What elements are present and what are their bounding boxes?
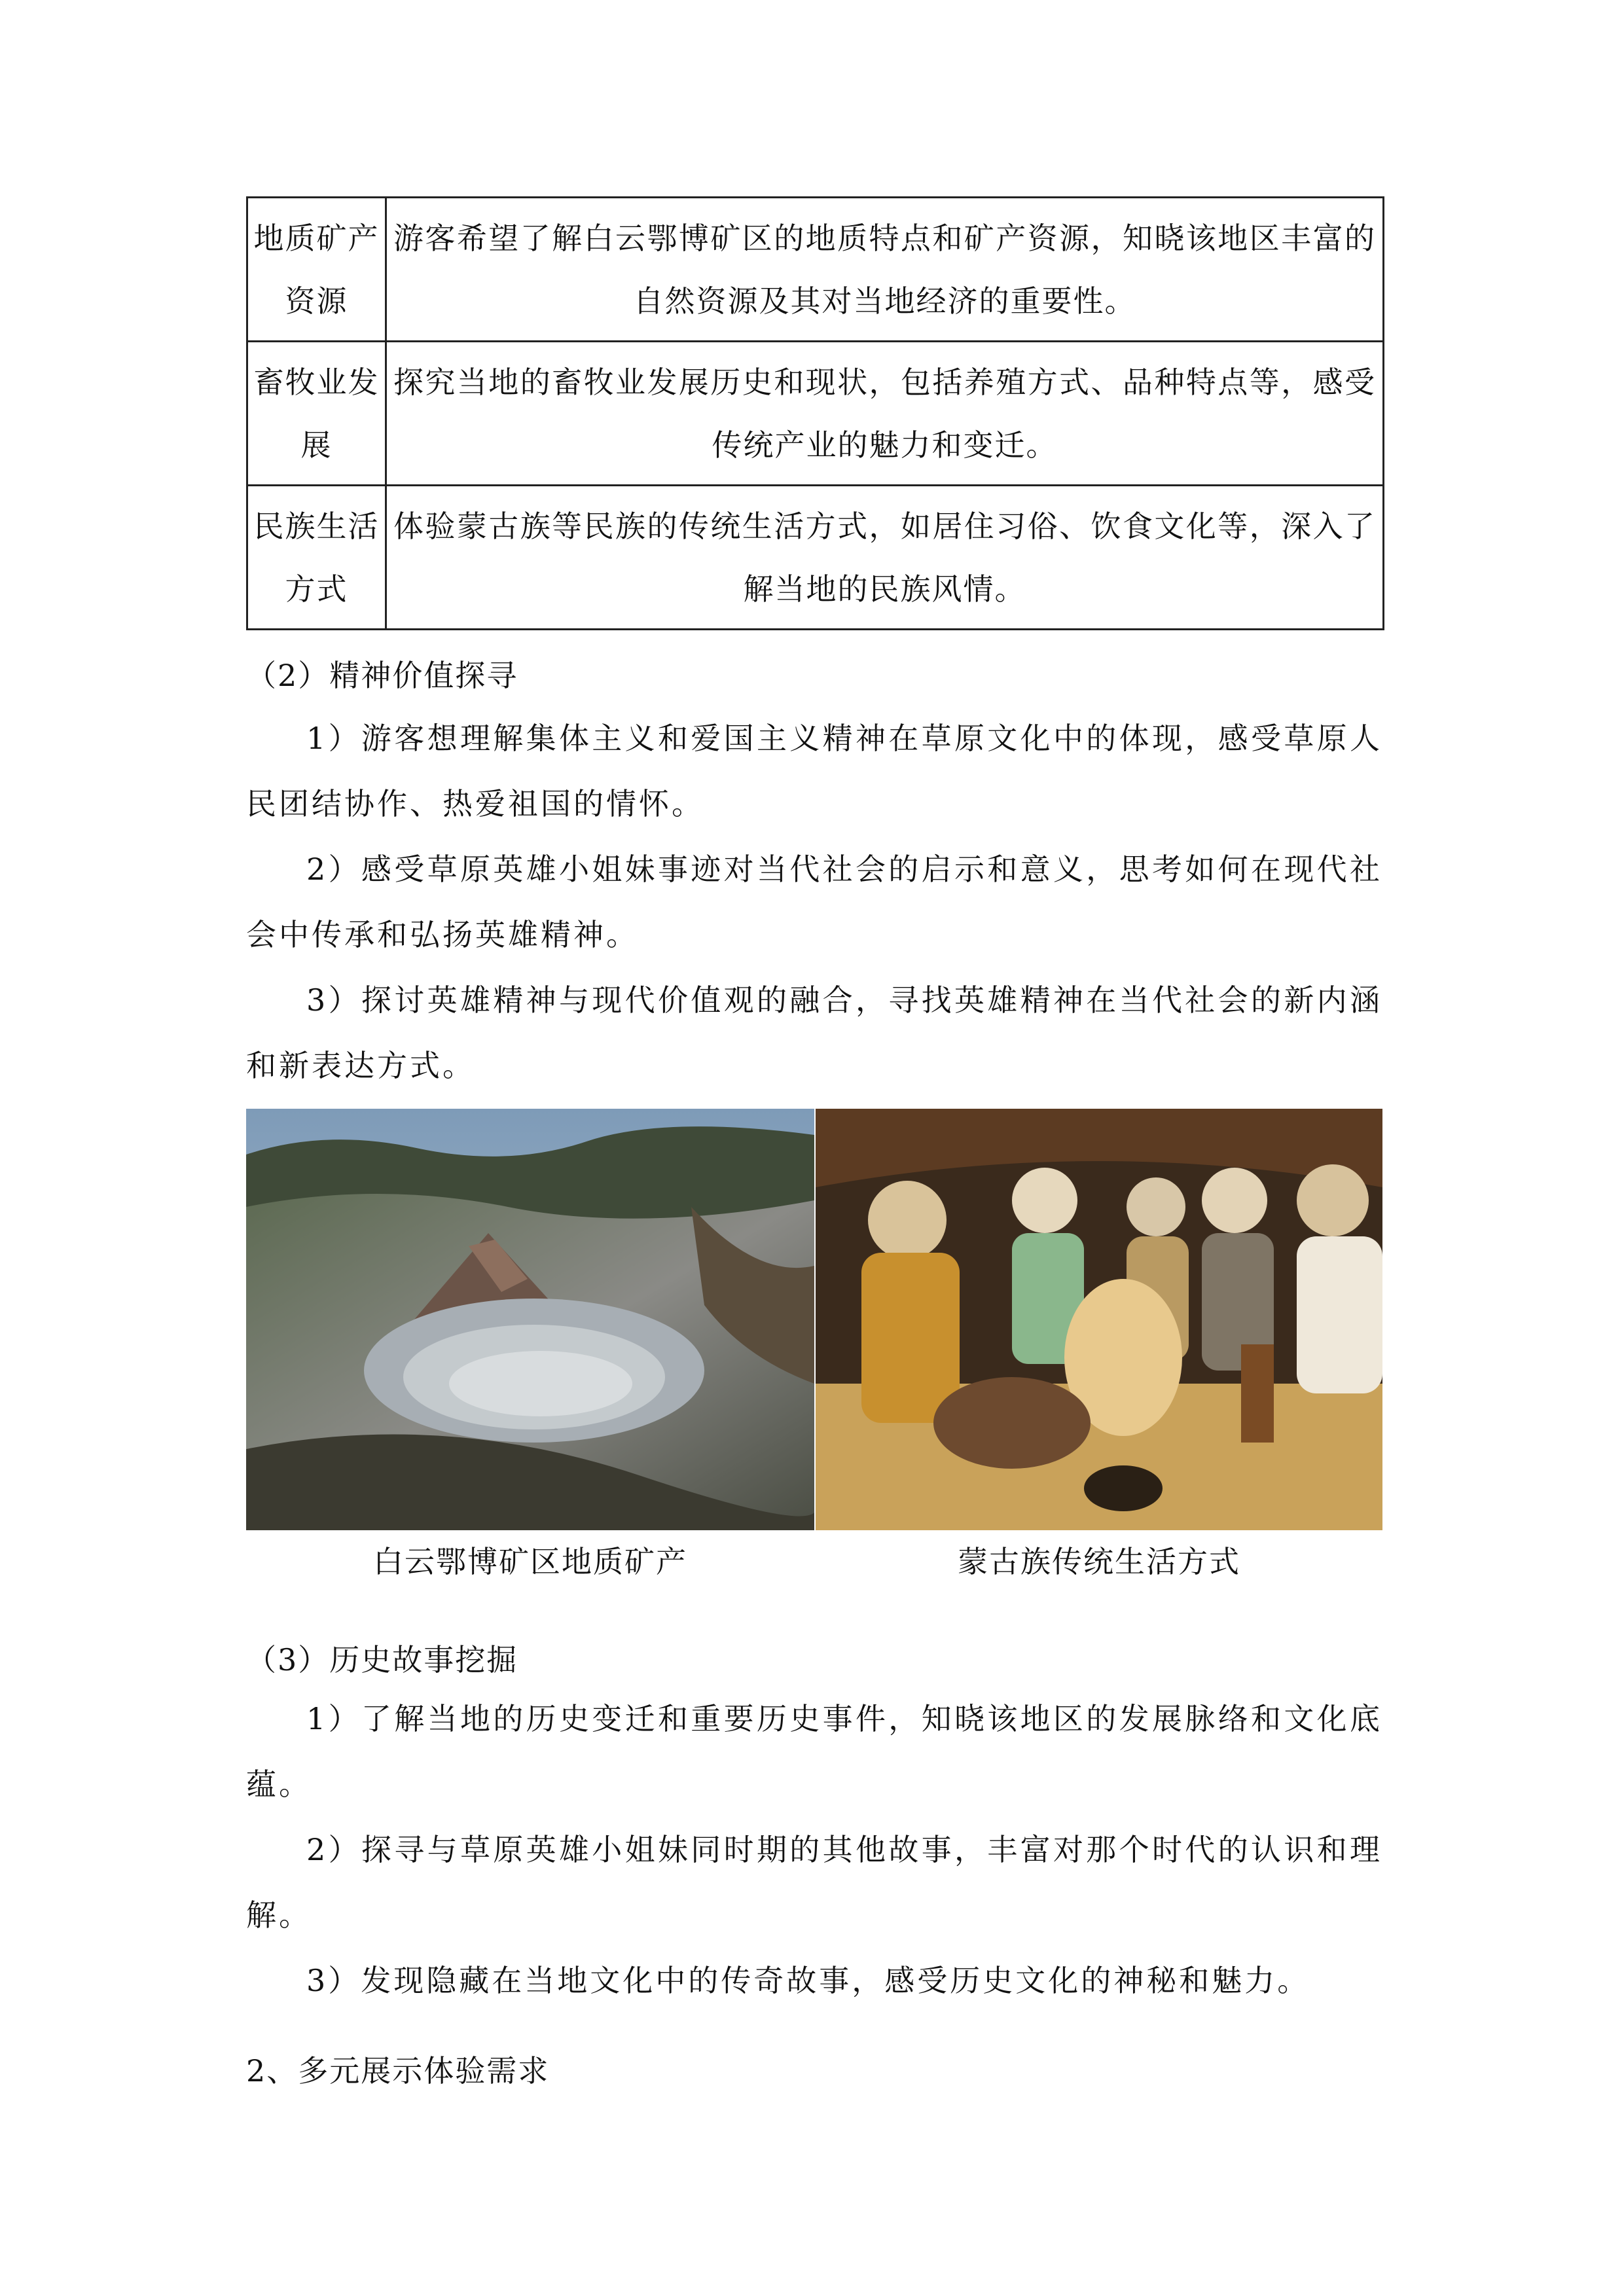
paragraph: 3）探讨英雄精神与现代价值观的融合，寻找英雄精神在当代社会的新内涵和新表达方式。 xyxy=(246,982,1382,1083)
table-category-cell: 民族生活方式 xyxy=(247,486,386,630)
table-row xyxy=(247,486,1384,630)
paragraph: 2）感受草原英雄小姐妹事迹对当代社会的启示和意义，思考如何在现代社会中传承和弘扬英雄精神。 xyxy=(246,852,1382,952)
table-row xyxy=(247,342,1384,486)
mine-aerial-photo xyxy=(246,1109,814,1530)
mongolian-life-photo xyxy=(816,1109,1382,1530)
section-heading: （3）历史故事挖掘 xyxy=(246,1642,518,1677)
table-description-cell: 探究当地的畜牧业发展历史和现状，包括养殖方式、品种特点等，感受传统产业的魅力和变迁。 xyxy=(386,342,1384,486)
section-heading: （2）精神价值探寻 xyxy=(246,658,518,693)
table-description-cell: 游客希望了解白云鄂博矿区的地质特点和矿产资源，知晓该地区丰富的自然资源及其对当地经济的重要性。 xyxy=(386,198,1384,342)
figure-caption-right: 蒙古族传统生活方式 xyxy=(958,1544,1240,1579)
section-heading: 2、多元展示体验需求 xyxy=(246,2053,550,2089)
paragraph: 1）了解当地的历史变迁和重要历史事件，知晓该地区的发展脉络和文化底蕴。 xyxy=(246,1701,1382,1802)
figure-caption-left: 白云鄂博矿区地质矿产 xyxy=(373,1544,687,1579)
table-category-cell: 畜牧业发展 xyxy=(247,342,386,486)
table-row xyxy=(247,198,1384,342)
table-category-cell: 地质矿产资源 xyxy=(247,198,386,342)
paragraph: 2）探寻与草原英雄小姐妹同时期的其他故事，丰富对那个时代的认识和理解。 xyxy=(246,1832,1382,1933)
paragraph: 1）游客想理解集体主义和爱国主义精神在草原文化中的体现，感受草原人民团结协作、热爱祖国的情怀。 xyxy=(246,721,1382,821)
requirements-table xyxy=(246,196,1384,630)
table-description-cell: 体验蒙古族等民族的传统生活方式，如居住习俗、饮食文化等，深入了解当地的民族风情。 xyxy=(386,486,1384,630)
paragraph: 3）发现隐藏在当地文化中的传奇故事，感受历史文化的神秘和魅力。 xyxy=(306,1963,1310,1998)
